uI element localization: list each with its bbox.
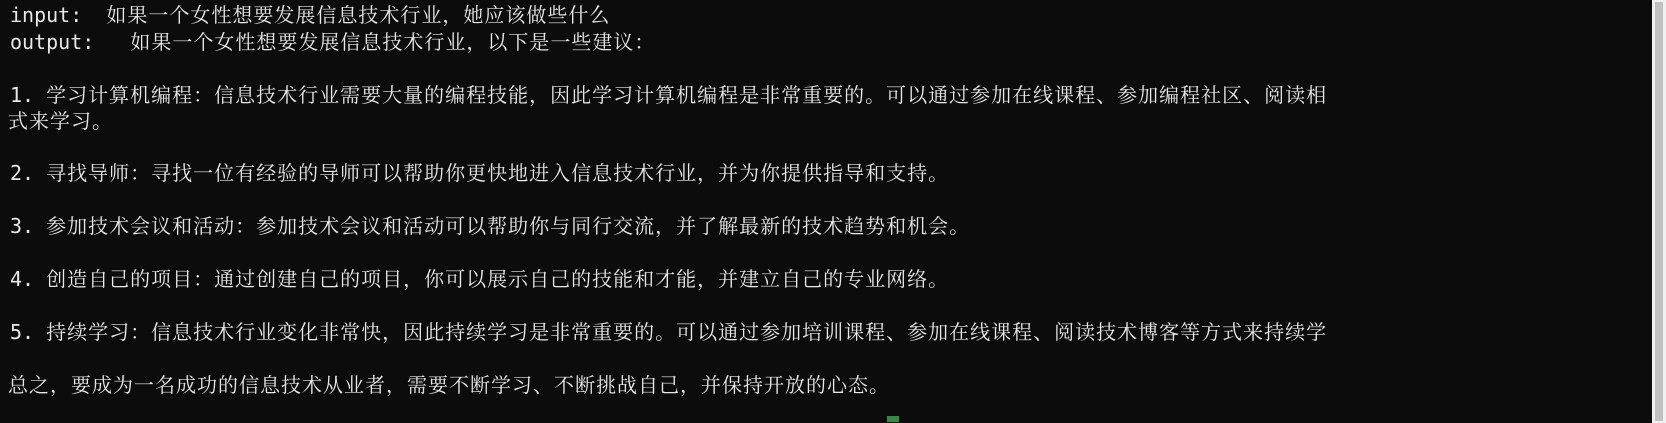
- vertical-scrollbar[interactable]: [1652, 0, 1666, 423]
- scrollbar-thumb[interactable]: [1655, 2, 1663, 421]
- item-2-line: [10, 161, 949, 185]
- input-text: 如果一个女性想要发展信息技术行业，她应该做些什么: [106, 3, 611, 27]
- item-4-text: 创造自己的项目：通过创建自己的项目，你可以展示自己的技能和才能，并建立自己的专业网络。: [46, 267, 950, 291]
- item-5-number: 5.: [10, 320, 35, 344]
- output-line: [10, 30, 655, 54]
- output-text: 如果一个女性想要发展信息技术行业，以下是一些建议：: [130, 30, 656, 54]
- input-line: [10, 3, 610, 27]
- cursor-marker: [887, 416, 899, 422]
- item-3-text: 参加技术会议和活动：参加技术会议和活动可以帮助你与同行交流，并了解最新的技术趋势和机会。: [46, 214, 971, 238]
- output-prefix: output:: [10, 30, 95, 54]
- item-3-line: [10, 214, 970, 238]
- item-4-number: 4.: [10, 267, 35, 291]
- item-2-text: 寻找导师：寻找一位有经验的导师可以帮助你更快地进入信息技术行业，并为你提供指导和支持。: [46, 161, 950, 185]
- input-prefix: input:: [10, 3, 83, 27]
- item-2-number: 2.: [10, 161, 35, 185]
- summary-line: [8, 373, 890, 397]
- item-3-number: 3.: [10, 214, 35, 238]
- item-1-text: 学习计算机编程：信息技术行业需要大量的编程技能，因此学习计算机编程是非常重要的。可以通过参加在线课程、参加编程社区、阅读相: [46, 83, 1328, 107]
- summary-text: 总之，要成为一名成功的信息技术从业者，需要不断学习、不断挑战自己，并保持开放的心态。: [8, 373, 890, 397]
- item-1-line-2: [8, 109, 113, 133]
- item-1-line-1: [10, 83, 1327, 107]
- item-5-text: 持续学习：信息技术行业变化非常快，因此持续学习是非常重要的。可以通过参加培训课程、参加在线课程、阅读技术博客等方式来持续学: [46, 320, 1328, 344]
- item-5-line: [10, 320, 1327, 344]
- item-4-line: [10, 267, 949, 291]
- item-1-text-cont: 式来学习。: [8, 109, 113, 133]
- item-1-number: 1.: [10, 83, 35, 107]
